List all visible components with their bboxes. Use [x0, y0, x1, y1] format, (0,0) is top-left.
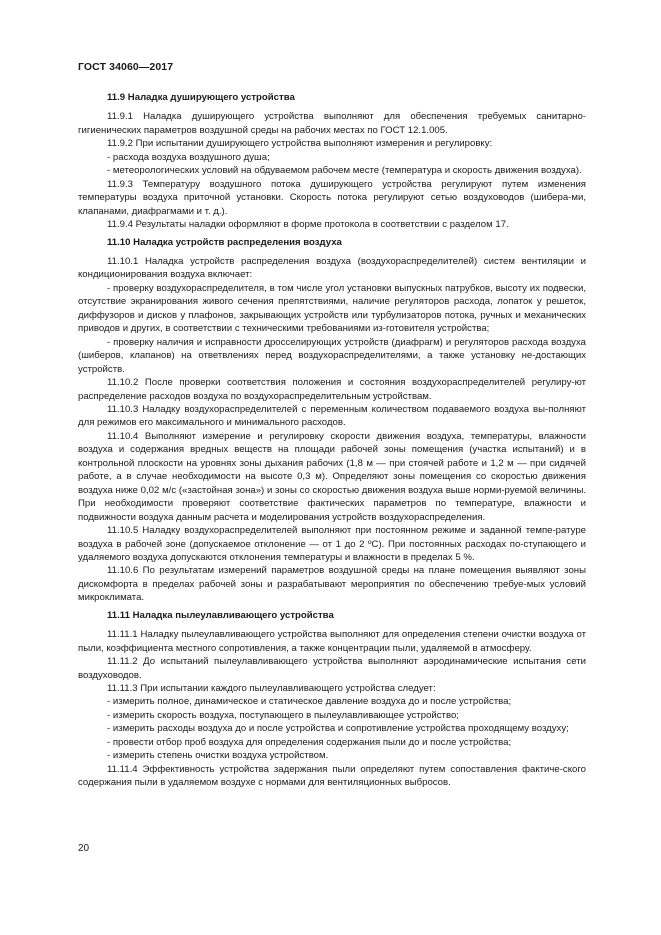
paragraph: 11.11.4 Эффективность устройства задержания пыли определяют путем сопоставления фактиче-ского содержания пыли в удаляемом воздухе с нормами для вентиляционных выбросов.	[78, 763, 586, 789]
list-item: - метеорологических условий на обдуваемом рабочем месте (температура и скорость движения воздуха).	[107, 165, 582, 177]
paragraph: 11.9.2 При испытании душирующего устройства выполняют измерения и регулировку:	[107, 138, 493, 150]
section-heading: 11.9 Наладка душирующего устройства	[107, 92, 295, 103]
paragraph: 11.9.4 Результаты наладки оформляют в форме протокола в соответствии с разделом 17.	[107, 219, 509, 231]
page-number: 20	[78, 843, 90, 854]
paragraph: 11.11.3 При испытании каждого пылеулавливающего устройства следует:	[107, 683, 436, 695]
list-item: - проверку воздухораспределителя, в том числе угол установки выпускных патрубков, высоту их подвески, отсутствие экранирования живого сечения препятствиями, наличие регуляторов расхода, лопаток у решеток, диффузоров и дисков у плафонов, закрывающих устройств или турбулизаторов потока, ручных и механических приводов и других, в соответствии с техническими требованиями из-готовителя устройства;	[78, 282, 586, 335]
paragraph: 11.10.4 Выполняют измерение и регулировку скорости движения воздуха, температуры, влажности воздуха и содержания вредных веществ на площади рабочей зоны помещения (участка испытаний) и в контрольной плоскости на уровнях зоны дыхания рабочих (1,8 м — при стоячей работе и 1,2 м — при сидячей работе, а в случае необходимости на высоте 0,3 м). Определяют зоны помещения со скоростью движения воздуха ниже 0,02 м/с («застойная зона») и зоны со скоростью движения воздуха выше норми-руемой величины. При необходимости проверяют соответствие фактических параметров по температуре, влажности и подвижности воздуха данным расчета и моделирования устройств воздухораспределения.	[78, 430, 586, 523]
paragraph: 11.11.1 Наладку пылеулавливающего устройства выполняют для определения степени очистки воздуха от пыли, коэффициента местного сопротивления, а также концентрации пыли, удаляемой в атмосферу.	[78, 629, 586, 654]
document-header: ГОСТ 34060—2017	[78, 61, 174, 73]
list-item: - проверку наличия и исправности дросселирующих устройств (диафрагм) и регуляторов расхода воздуха (шиберов, клапанов) на ответвлениях перед воздухораспределителями, а также установку не-достающих устройств.	[78, 336, 586, 375]
list-item: - измерить полное, динамическое и статическое давление воздуха до и после устройства;	[107, 696, 512, 708]
paragraph: 11.10.3 Наладку воздухораспределителей с переменным количеством подаваемого воздуха вы-полняют для режимов его максимального и минимального расходов.	[78, 403, 586, 429]
paragraph: 11.9.1 Наладка душирующего устройства выполняют для обеспечения требуемых санитарно-гигиенических параметров воздушной среды на рабочих местах по ГОСТ 12.1.005.	[78, 111, 586, 136]
paragraph: 11.11.2 До испытаний пылеулавливающего устройства выполняют аэродинамические испытания сети воздуховодов.	[78, 656, 586, 681]
paragraph: 11.9.3 Температуру воздушного потока душирующего устройства регулируют путем изменения температуры воздуха приточной установки. Скорость потока регулируют сетью воздуховодов (шибера-ми, клапанами, диафрагмами и т. д.).	[78, 178, 586, 217]
section-heading: 11.11 Наладка пылеулавливающего устройства	[107, 609, 334, 621]
section-heading: 11.10 Наладка устройств распределения воздуха	[107, 236, 342, 248]
list-item: - измерить степень очистки воздуха устройством.	[107, 750, 329, 762]
list-item: - измерить скорость воздуха, поступающего в пылеулавливающее устройство;	[107, 709, 459, 721]
document-body	[78, 91, 586, 790]
list-item: - провести отбор проб воздуха для определения содержания пыли до и после устройства;	[107, 736, 512, 748]
list-item: - расхода воздуха воздушного душа;	[107, 151, 270, 163]
list-item: - измерить расходы воздуха до и после устройства и сопротивление устройства проходящему воздуху;	[107, 723, 569, 735]
paragraph: 11.10.2 После проверки соответствия положения и состояния воздухораспределителей регулиру-ют распределение расходов воздуха по воздухораспределительным устройствам.	[78, 377, 586, 402]
paragraph: 11.10.1 Наладка устройств распределения воздуха (воздухораспределителей) систем вентиляции и кондиционирования воздуха включает:	[78, 255, 586, 281]
paragraph: 11.10.5 Наладку воздухораспределителей выполняют при постоянном режиме и заданной темпе-ратуре воздуха в рабочей зоне (допускаемое отклонение — от 1 до 2 ºС). При постоянных расходах по-ступающего и удаляемого воздуха допускаются отклонения температуры и влажности в пределах 5 %.	[78, 525, 586, 563]
paragraph: 11.10.6 По результатам измерений параметров воздушной среды на плане помещения выявляют зоны дискомфорта в пределах рабочей зоны и разрабатывают мероприятия по обеспечению требуе-мых условий микроклимата.	[78, 565, 586, 604]
